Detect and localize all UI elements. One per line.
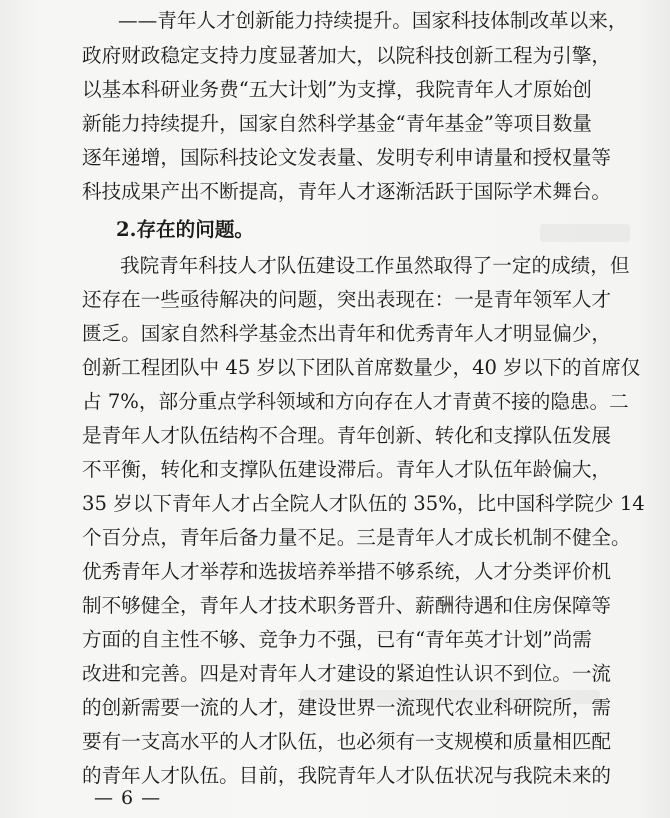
text-line: 个百分点，青年后备力量不足。三是青年人才成长机制不健全。 [82, 526, 631, 549]
page-number: — 6 — [94, 787, 162, 809]
text-line: 以基本科研业务费“五大计划”为支撑，我院青年人才原始创 [82, 78, 592, 101]
text-line: 政府财政稳定支持力度显著加大，以院科技创新工程为引擎， [82, 44, 612, 67]
text-line: 新能力持续提升，国家自然科学基金“青年基金”等项目数量 [82, 112, 592, 135]
text-line: 的青年人才队伍。目前，我院青年人才队伍状况与我院未来的 [82, 764, 612, 787]
text-line: 方面的自主性不够、竞争力不强，已有“青年英才计划”尚需 [82, 628, 592, 651]
text-line: 的创新需要一流的人才，建设世界一流现代农业科研院所，需 [82, 696, 612, 719]
text-line: 改进和完善。四是对青年人才建设的紧迫性认识不到位。一流 [82, 662, 612, 685]
text-line: 占 7%，部分重点学科领域和方向存在人才青黄不接的隐患。二 [82, 390, 629, 413]
text-line: 35 岁以下青年人才占全院人才队伍的 35%，比中国科学院少 14 [82, 492, 645, 515]
text-line: 科技成果产出不断提高，青年人才逐渐活跃于国际学术舞台。 [82, 180, 612, 203]
text-line: 是青年人才队伍结构不合理。青年创新、转化和支撑队伍发展 [82, 424, 612, 447]
text-line: 优秀青年人才举荐和选拔培养举措不够系统，人才分类评价机 [82, 560, 612, 583]
section-heading: 2.存在的问题。 [116, 218, 255, 241]
text-line: ——青年人才创新能力持续提升。国家科技体制改革以来， [118, 9, 628, 32]
text-line: 逐年递增，国际科技论文发表量、发明专利申请量和授权量等 [82, 146, 612, 169]
text-line: 不平衡，转化和支撑队伍建设滞后。青年人才队伍年龄偏大， [82, 458, 612, 481]
text-line: 还存在一些亟待解决的问题，突出表现在：一是青年领军人才 [82, 288, 612, 311]
text-line: 创新工程团队中 45 岁以下团队首席数量少，40 岁以下的首席仅 [82, 356, 641, 379]
text-line: 要有一支高水平的人才队伍，也必须有一支规模和质量相匹配 [82, 730, 612, 753]
text-line: 我院青年科技人才队伍建设工作虽然取得了一定的成绩，但 [120, 254, 630, 277]
text-line: 制不够健全，青年人才技术职务晋升、薪酬待遇和住房保障等 [82, 594, 612, 617]
text-line: 匮乏。国家自然科学基金杰出青年和优秀青年人才明显偏少， [82, 322, 612, 345]
